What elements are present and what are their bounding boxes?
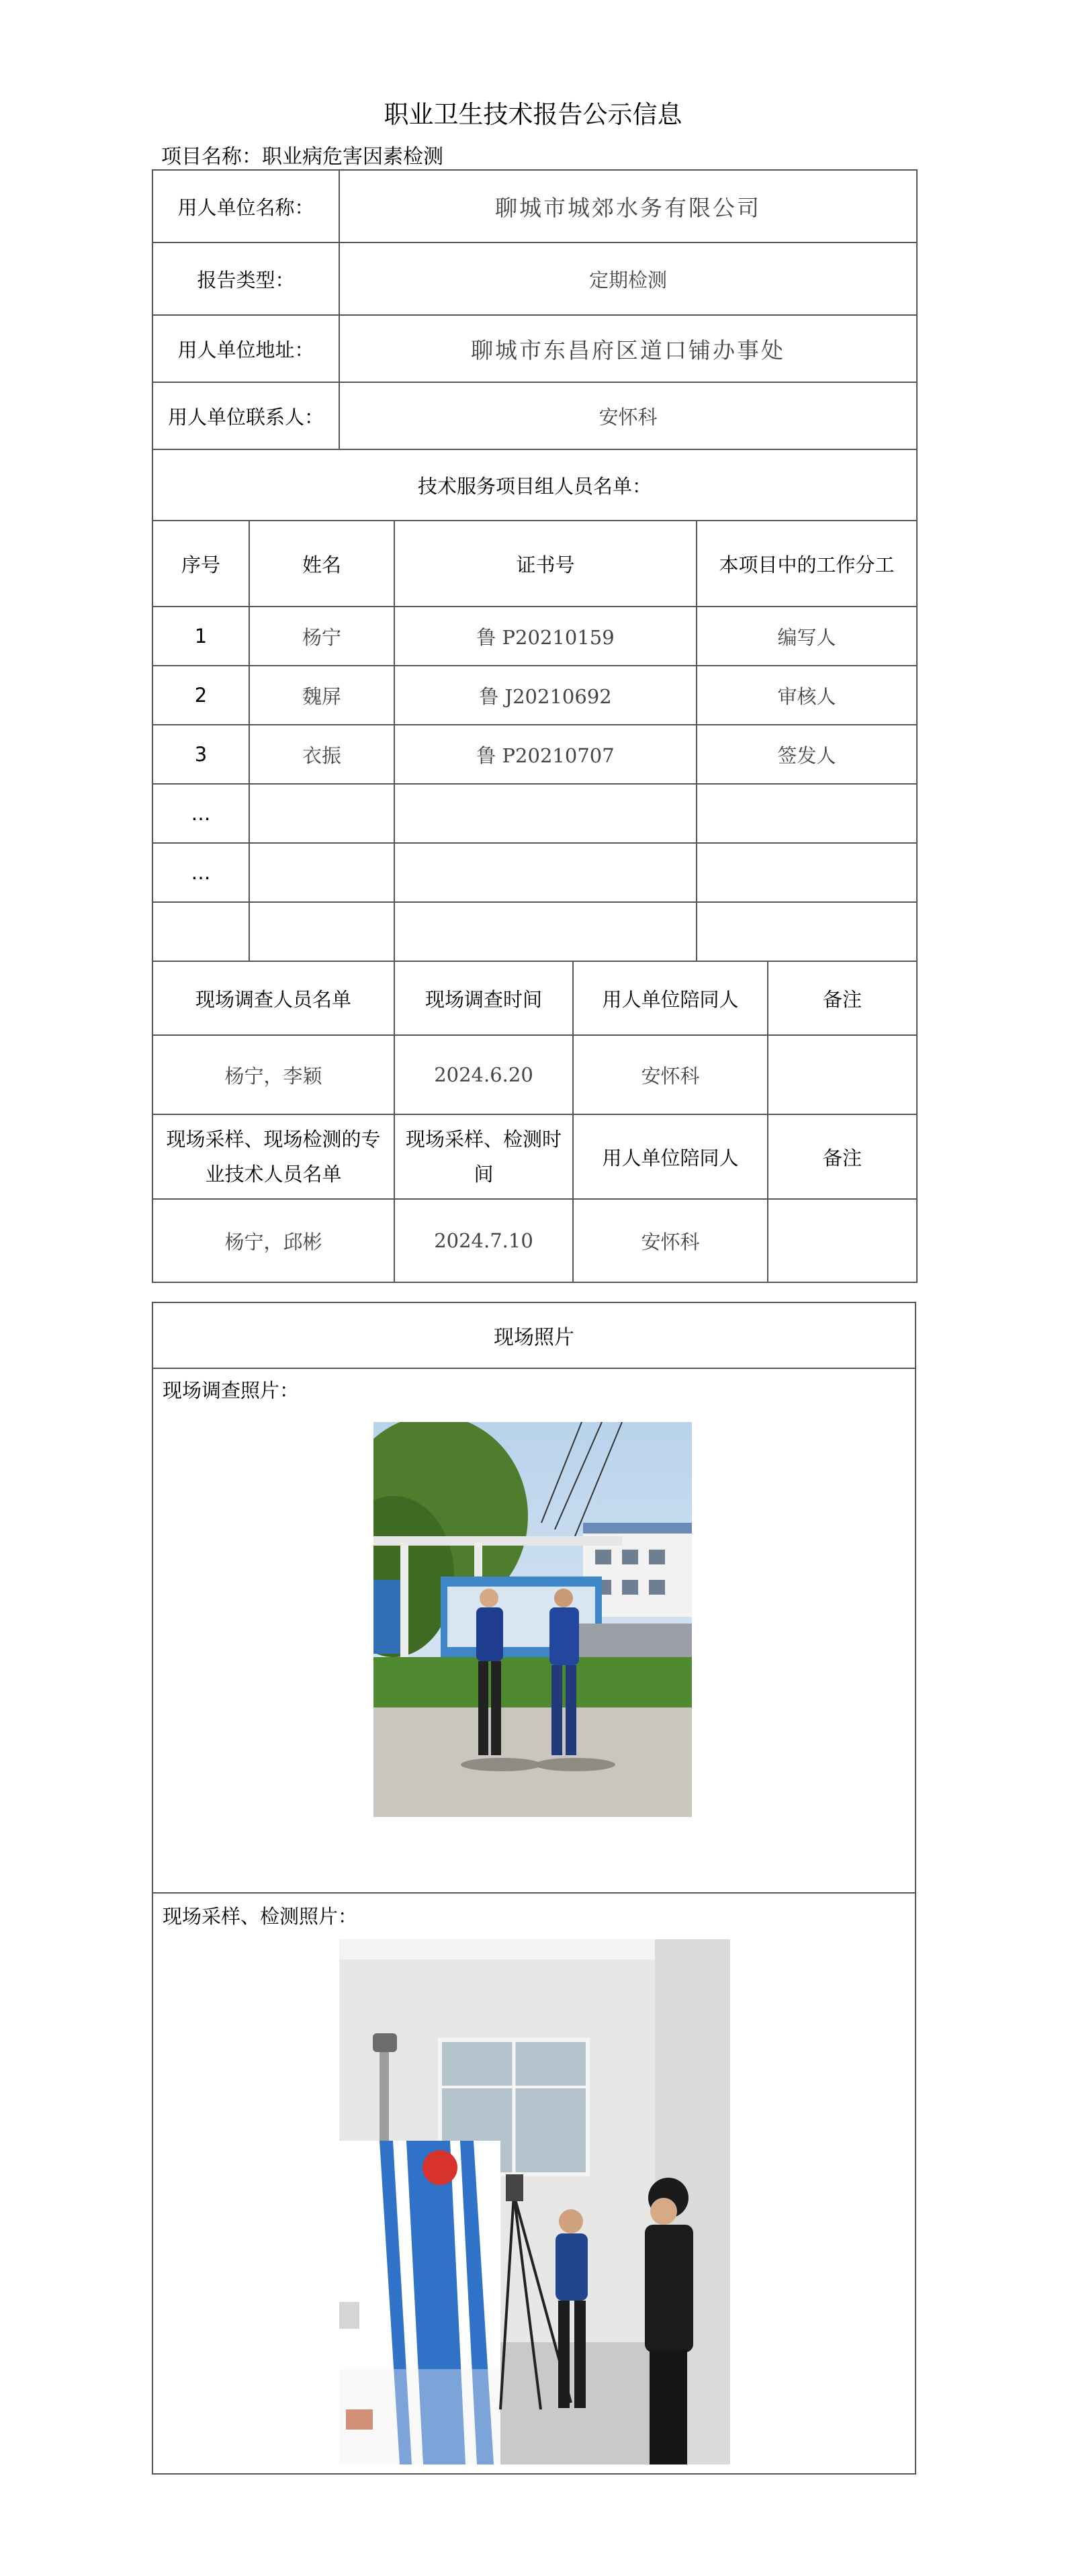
contact-value: 安怀科 [339,382,917,449]
row-name [249,843,394,902]
table-row [152,607,917,666]
row-index: 3 [152,725,249,784]
survey-time-header: 现场调查时间 [394,961,573,1035]
sampling-escort-value: 安怀科 [573,1199,768,1282]
sampling-staff-header: 现场采样、现场检测的专业技术人员名单 [152,1114,394,1199]
table-row [152,902,917,961]
row-certificate [394,784,697,843]
table-row [152,666,917,725]
team-table [152,520,918,962]
row-index: … [152,784,249,843]
photos-heading: 现场照片 [153,1303,915,1369]
row-role [697,784,917,843]
table-row [152,784,917,843]
sampling-remarks-value [768,1199,917,1282]
sampling-photo-label: 现场采样、检测照片： [163,1905,358,1928]
col-header-name: 姓名 [249,521,394,607]
row-name [249,902,394,961]
survey-remarks-value [768,1035,917,1114]
address-value: 聊城市东昌府区道口铺办事处 [339,315,917,382]
row-role [697,843,917,902]
row-role: 编写人 [697,607,917,666]
project-label: 项目名称： [161,145,262,169]
row-certificate [394,902,697,961]
employer-name-label: 用人单位名称： [152,170,339,242]
site-photos-section [152,1302,916,2475]
row-certificate: 鲁 J20210692 [394,666,697,725]
page-title: 职业卫生技术报告公示信息 [384,100,682,129]
row-name: 魏屏 [249,666,394,725]
employer-info-table [152,169,918,521]
row-certificate [394,843,697,902]
row-name: 杨宁 [249,607,394,666]
report-type-value: 定期检测 [339,242,917,315]
row-index: 1 [152,607,249,666]
sampling-staff-value: 杨宁，邱彬 [152,1199,394,1282]
row-index [152,902,249,961]
row-certificate: 鲁 P20210707 [394,725,697,784]
survey-escort-header: 用人单位陪同人 [573,961,768,1035]
sampling-time-value: 2024.7.10 [394,1199,573,1282]
col-header-role: 本项目中的工作分工 [697,521,917,607]
survey-table [152,961,918,1283]
survey-photo-label: 现场调查照片： [163,1379,300,1402]
col-header-certificate: 证书号 [394,521,697,607]
team-heading: 技术服务项目组人员名单： [152,449,917,521]
row-role [697,902,917,961]
row-certificate: 鲁 P20210159 [394,607,697,666]
row-index: 2 [152,666,249,725]
photos-divider [153,1892,915,1894]
sampling-escort-header: 用人单位陪同人 [573,1114,768,1199]
row-index: … [152,843,249,902]
table-row [152,725,917,784]
row-name [249,784,394,843]
address-label: 用人单位地址： [152,315,339,382]
sampling-photo [339,1939,730,2464]
table-row [152,843,917,902]
col-header-index: 序号 [152,521,249,607]
employer-name-value: 聊城市城郊水务有限公司 [339,170,917,242]
project-name [161,140,443,169]
survey-photo [373,1422,692,1817]
survey-escort-value: 安怀科 [573,1035,768,1114]
survey-staff-value: 杨宁，李颖 [152,1035,394,1114]
survey-time-value: 2024.6.20 [394,1035,573,1114]
survey-staff-header: 现场调查人员名单 [152,961,394,1035]
contact-label: 用人单位联系人： [152,382,339,449]
report-type-label: 报告类型： [152,242,339,315]
row-role: 签发人 [697,725,917,784]
sampling-remarks-header: 备注 [768,1114,917,1199]
survey-remarks-header: 备注 [768,961,917,1035]
row-role: 审核人 [697,666,917,725]
project-value: 职业病危害因素检测 [262,145,443,169]
row-name: 衣振 [249,725,394,784]
sampling-time-header: 现场采样、检测时间 [394,1114,573,1199]
